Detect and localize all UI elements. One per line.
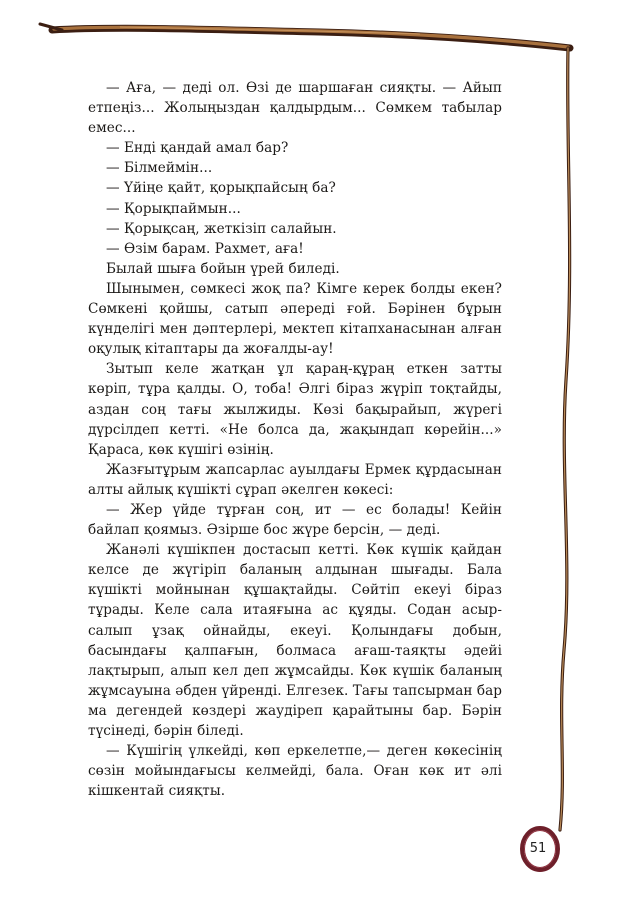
top-stick-decoration (40, 24, 570, 48)
paragraph: — Өзім барам. Рахмет, аға! (106, 240, 304, 257)
paragraph: — Аға, — деді ол. Өзі де шаршаған сияқты. — Айып етпеңіз... Жолыңыздан қалдырдым... Сөмкем табылар емес... (88, 80, 502, 137)
paragraph: Зытып келе жатқан ұл қараң-құраң еткен затты көріп, тұра қалды. О, тоба! Әлгі біраз жүріп тоқтайды, аздан соң тағы жылжиды. Көзі бақырайып, жүрегі дүрсілдеп кетті. «Не болса да, жақындап көрейін...» Қараса, көк күшігі өзінің. (88, 361, 502, 458)
paragraph: Былай шыға бойын үрей биледі. (106, 260, 340, 277)
paragraph: — Үйіңе қайт, қорықпайсың ба? (106, 180, 336, 197)
paragraph: — Білмеймін... (106, 160, 213, 177)
paragraph: Жазғытұрым жапсарлас ауылдағы Ермек құрдасынан алты айлық күшікті сұрап әкелген көкесі: (88, 461, 502, 498)
right-string-decoration (560, 48, 570, 830)
page-number: 51 (529, 841, 547, 856)
paragraph: Жанәлі күшікпен достасып кетті. Көк күшік қайдан келсе де жүгіріп баланың алдынан шығады. Бала күшікті мойнынан құшақтайды. Сөйтіп екеуі біраз тұрады. Келе сала итаяғына ас құяды. Содан асыр-салып ұзақ ойнайды, екеуі. Қолындағы добын, басындағы қалпағын, болмаса ағаш-таяқты әдейі лақтырып, алып кел деп жұмсайды. Көк күшік баланың жұмсауына әбден үйренді. Елгезек. Тағы тапсырман бар ма дегендей көздері жаудіреп қарайтыны бар. Бәрін түсінеді, бәрін біледі. (88, 542, 502, 739)
paragraph: Шынымен, сөмкесі жоқ па? Кімге керек болды екен? Сөмкені қойшы, сатып әпереді ғой. Бәрінен бұрын күнделігі мен дәптерлері, мектеп кітапханасынан алған оқулық кітаптары да жоғалды-ау! (88, 280, 502, 358)
paragraph: — Енді қандай амал бар? (106, 140, 289, 157)
paragraph: — Қорықсаң, жеткізіп салайын. (106, 220, 337, 237)
story-text (88, 78, 502, 801)
paragraph: — Жер үйде тұрған соң, ит — ес болады! Кейін байлап қоямыз. Әзірше бос жүре берсін, — деді. (88, 501, 502, 539)
paragraph: — Күшігің үлкейді, көп еркелетпе,— деген көкесінің сөзін мойындағысы келмейді, бала. Оған көк ит әлі кішкентай сияқты. (88, 743, 502, 800)
paragraph: — Қорықпаймын... (106, 200, 241, 217)
